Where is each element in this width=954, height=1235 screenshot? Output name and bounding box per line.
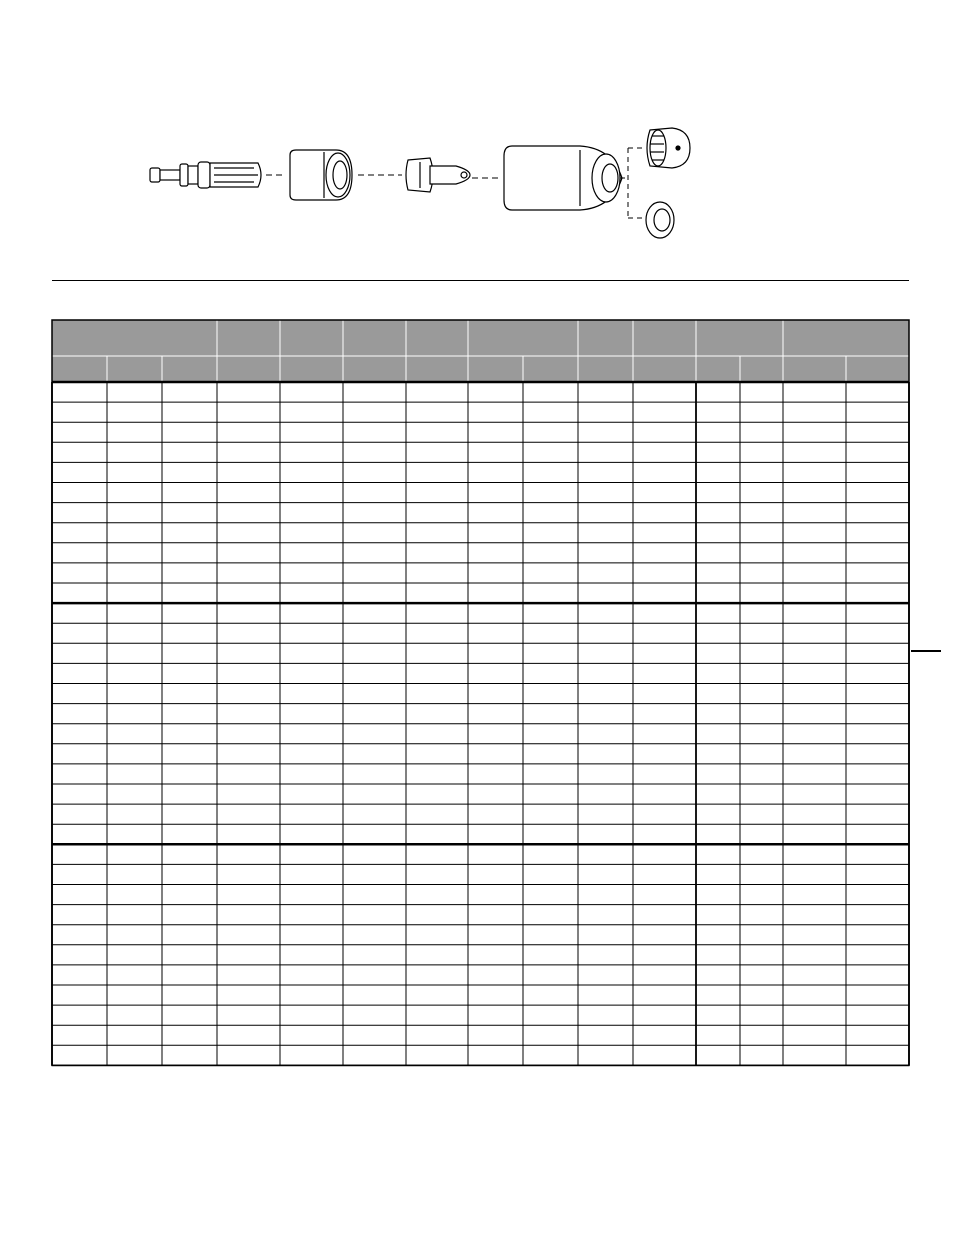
table-header-band xyxy=(52,320,909,382)
table-border xyxy=(52,320,909,1065)
